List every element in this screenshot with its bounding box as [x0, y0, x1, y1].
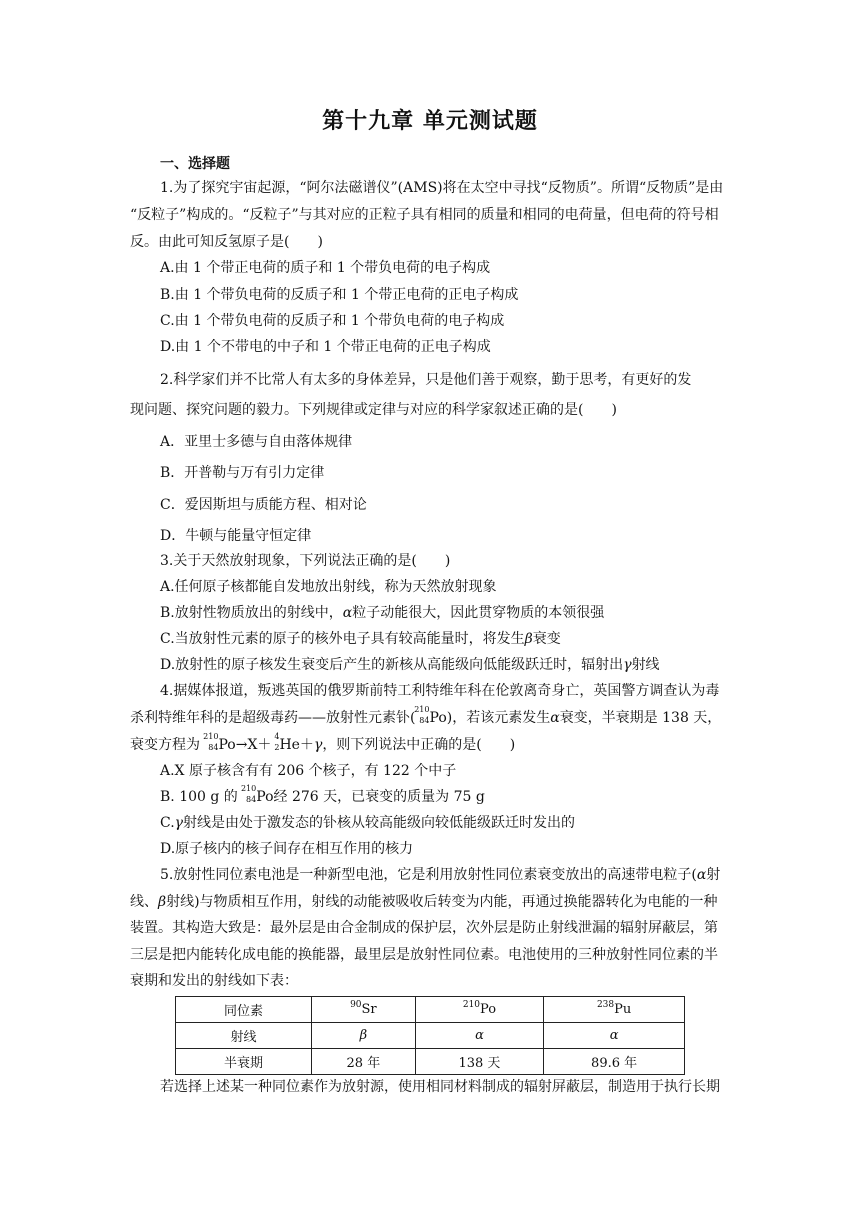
- po-nuclide: 210 84: [414, 705, 430, 725]
- po-nuclide: 210 84: [203, 732, 219, 752]
- q1-line-1: 1.为了探究宇宙起源，“阿尔法磁谱仪”(AMS)将在太空中寻找“反物质”。所谓“反物质”是由: [160, 180, 724, 196]
- q3-option-c: C.当放射性元素的原子的核外电子具有较高能量时，将发生β衰变: [160, 631, 561, 647]
- page-title: 第十九章 单元测试题: [322, 109, 538, 134]
- q1-option-a: A.由 1 个带正电荷的质子和 1 个带负电荷的电子构成: [160, 260, 491, 276]
- q4-line-1: 4.据媒体报道，叛逃英国的俄罗斯前特工利特维年科在伦敦离奇身亡，英国警方调查认为毒: [160, 683, 720, 699]
- q3-option-d: D.放射性的原子核发生衰变后产生的新核从高能级向低能级跃迁时，辐射出γ射线: [160, 657, 660, 673]
- po-nuclide: 210 84: [240, 784, 257, 804]
- table-cell-isotope: $^{238}$Pu: [544, 997, 685, 1023]
- table-cell-label: 射线: [176, 1023, 312, 1049]
- q2-option-d: D．牛顿与能量守恒定律: [160, 528, 312, 544]
- table-cell-label: 半衰期: [176, 1049, 312, 1075]
- q4-option-d: D.原子核内的核子间存在相互作用的核力: [160, 841, 414, 857]
- table-cell-ray: β: [312, 1023, 416, 1049]
- q5-line-6: 若选择上述某一种同位素作为放射源，使用相同材料制成的辐射屏蔽层，制造用于执行长期: [160, 1079, 720, 1095]
- he-nuclide: 4 2: [274, 732, 280, 752]
- q4-option-b: B. 100 g 的 210 84 Po经 276 天，已衰变的质量为 75 g: [160, 784, 485, 805]
- table-cell-ray: α: [415, 1023, 543, 1049]
- q5-line-2: 线、β射线)与物质相互作用，射线的动能被吸收后转变为内能，再通过换能器转化为电能的一种: [130, 894, 718, 910]
- q2-line-2: 现问题、探究问题的毅力。下列规律或定律与对应的科学家叙述正确的是( ): [130, 402, 617, 418]
- table-cell-isotope: $^{90}$Sr: [312, 997, 416, 1023]
- q5-line-1: 5.放射性同位素电池是一种新型电池，它是利用放射性同位素衰变放出的高速带电粒子(α射: [160, 867, 721, 883]
- q1-line-3: 反。由此可知反氢原子是( ): [130, 234, 323, 250]
- q2-option-c: C．爱因斯坦与质能方程、相对论: [160, 497, 367, 513]
- q5-line-5: 衰期和发出的射线如下表：: [130, 973, 298, 989]
- isotope-table: [175, 996, 685, 1075]
- q4-line-2: 杀利特维年科的是超级毒药——放射性元素钋( 210 84 Po)，若该元素发生α衰变，半衰期是 138 天，: [130, 705, 722, 726]
- q3-option-a: A.任何原子核都能自发地放出射线，称为天然放射现象: [160, 579, 497, 595]
- table-cell-label: 同位素: [176, 997, 312, 1023]
- q5-line-3: 装置。其构造大致是：最外层是由合金制成的保护层，次外层是防止射线泄漏的辐射屏蔽层，第: [130, 920, 718, 936]
- q4-option-c: C.γ射线是由处于激发态的钋核从较高能级向较低能级跃迁时发出的: [160, 815, 576, 831]
- q3-line-1: 3.关于天然放射现象，下列说法正确的是( ): [160, 553, 451, 569]
- table-row: [176, 997, 685, 1023]
- q5-line-4: 三层是把内能转化成电能的换能器，最里层是放射性同位素。电池使用的三种放射性同位素的半: [130, 947, 718, 963]
- table-cell-half-life: 89.6 年: [544, 1049, 685, 1075]
- q2-line-1: 2.科学家们并不比常人有太多的身体差异，只是他们善于观察，勤于思考，有更好的发: [160, 372, 692, 388]
- q1-option-c: C.由 1 个带负电荷的反质子和 1 个带负电荷的电子构成: [160, 313, 505, 329]
- table-cell-isotope: $^{210}$Po: [415, 997, 543, 1023]
- table-cell-half-life: 28 年: [312, 1049, 416, 1075]
- q4-line-3: 衰变方程为 210 84 Po→X＋ 4 2 He＋γ，则下列说法中正确的是( ): [130, 732, 516, 753]
- table-cell-half-life: 138 天: [415, 1049, 543, 1075]
- q1-option-d: D.由 1 个不带电的中子和 1 个带正电荷的正电子构成: [160, 339, 491, 355]
- table-row: [176, 1023, 685, 1049]
- table-row: [176, 1049, 685, 1075]
- q1-option-b: B.由 1 个带负电荷的反质子和 1 个带正电荷的正电子构成: [160, 287, 519, 303]
- q1-line-2: “反粒子”构成的。“反粒子”与其对应的正粒子具有相同的质量和相同的电荷量，但电荷的符号相: [130, 207, 719, 223]
- section-heading: 一、选择题: [160, 156, 230, 172]
- table-cell-ray: α: [544, 1023, 685, 1049]
- q3-option-b: B.放射性物质放出的射线中，α粒子动能很大，因此贯穿物质的本领很强: [160, 605, 605, 621]
- q2-option-b: B．开普勒与万有引力定律: [160, 465, 325, 481]
- q4-option-a: A.X 原子核含有有 206 个核子，有 122 个中子: [160, 763, 457, 779]
- q2-option-a: A．亚里士多德与自由落体规律: [160, 434, 353, 450]
